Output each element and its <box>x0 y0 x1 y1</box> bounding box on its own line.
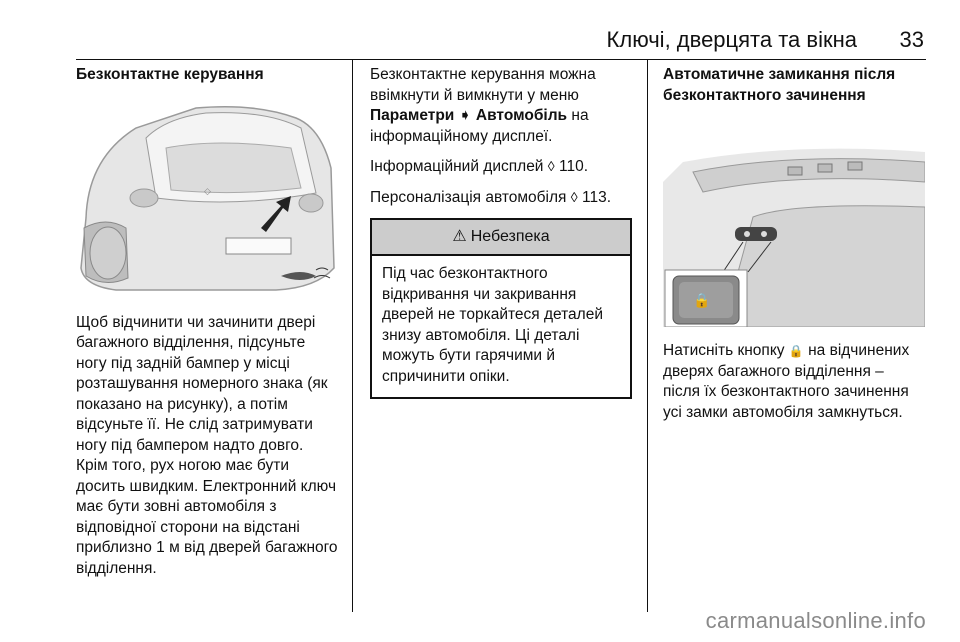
watermark: carmanualsonline.info <box>705 608 926 633</box>
svg-text:🔒: 🔒 <box>693 293 711 309</box>
danger-warning-header <box>372 220 630 256</box>
auto-lock-text-end: на відчинених дверях багажного відділення – після їх безконтактного зачинення усі замки автомобіля замкнуться. <box>663 342 910 421</box>
xref-personalization <box>370 187 632 209</box>
touchless-instructions: Щоб відчинити чи зачинити двері багажного відділення, підсуньте ногу під задній бампер у місці розташування номерного знака (як показано на рисунку), а потім відсуньте її. Не слід затримувати ногу під бампером надто довго. Крім того, рух ногою має бути досить швидким. Електронний ключ має бути зовні автомобіля з відповідної сторони на відстані приблизно 1 м від дверей багажного відділення. <box>76 313 338 577</box>
page-header-title: Ключі, дверцята та вікна <box>606 27 857 52</box>
column-1 <box>76 65 338 588</box>
xref-info-display <box>370 156 632 178</box>
auto-lock-text-start: Натисніть кнопку <box>663 342 789 359</box>
column-3 <box>663 65 925 432</box>
xref-info-display-label: Інформаційний дисплей <box>370 158 548 175</box>
xref-info-display-page: 110. <box>559 158 589 175</box>
menu-path: Параметри ➧ Автомобіль <box>370 107 568 124</box>
xref-personalization-page: 113. <box>581 188 612 206</box>
section-heading-auto-lock: Автоматичне замикання після безконтактного зачинення <box>663 66 896 104</box>
tailgate-button-illustration <box>663 122 925 327</box>
svg-text:◇: ◇ <box>204 185 211 196</box>
column-2 <box>370 65 632 399</box>
xref-arrow-icon: ◊ <box>570 188 578 205</box>
auto-lock-instructions <box>663 341 925 423</box>
danger-warning-box <box>370 218 632 399</box>
xref-personalization-label: Персоналізація автомобіля <box>370 188 571 206</box>
warning-triangle-icon: ⚠ <box>452 227 467 245</box>
menu-paragraph <box>370 65 632 147</box>
column-divider-2 <box>647 60 648 612</box>
xref-arrow-icon: ◊ <box>547 158 555 174</box>
section-heading-touchless: Безконтактне керування <box>76 66 264 83</box>
lock-button-icon: 🔒 <box>788 344 804 358</box>
danger-warning-title: Небезпека <box>470 227 550 245</box>
header-rule <box>76 59 926 60</box>
page-number: 33 <box>899 27 924 52</box>
car-rear-illustration <box>76 98 338 298</box>
column-divider-1 <box>352 60 353 612</box>
menu-paragraph-text: Безконтактне керування можна ввімкнути й вимкнути у меню <box>370 66 596 104</box>
danger-warning-text: Під час безконтактного відкривання чи закривання дверей не торкайтеся деталей знизу автомобіля. Ці деталі можуть бути гарячими й спричинити опіки. <box>382 265 603 385</box>
menu-paragraph-text-end: на інформаційному дисплеї. <box>370 107 589 145</box>
